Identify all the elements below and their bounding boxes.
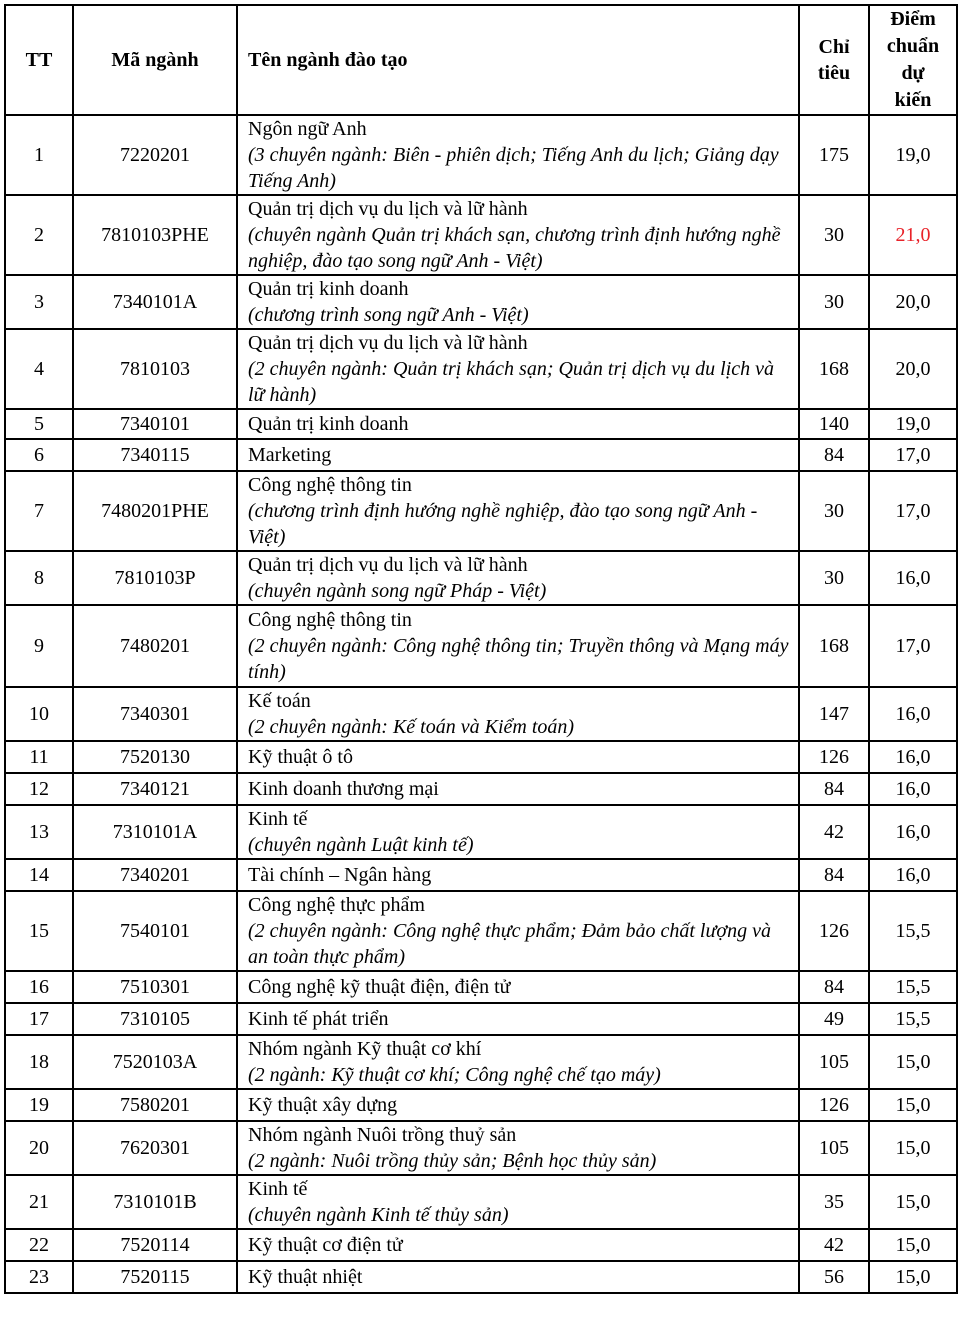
- header-score-line2: chuẩn: [886, 35, 940, 57]
- row-tt: 19: [5, 1089, 73, 1121]
- row-code: 7620301: [73, 1121, 237, 1175]
- table-row: [5, 551, 957, 605]
- row-code: 7520114: [73, 1229, 237, 1261]
- row-code: 7340301: [73, 687, 237, 741]
- admission-score-table: [4, 4, 958, 1294]
- row-score: 17,0: [869, 605, 957, 687]
- row-quota: 42: [799, 1229, 869, 1261]
- program-name: Quản trị dịch vụ du lịch và lữ hành: [248, 332, 528, 354]
- row-tt: 17: [5, 1003, 73, 1035]
- row-tt: 21: [5, 1175, 73, 1229]
- program-name: Marketing: [248, 444, 332, 466]
- row-code: 7810103P: [73, 551, 237, 605]
- row-name-cell: [237, 741, 799, 773]
- row-tt: 2: [5, 195, 73, 275]
- row-name-cell: [237, 773, 799, 805]
- program-specialization: (chuyên ngành Quản trị khách sạn, chương trình định hướng nghề nghiệp, đào tạo song ngữ Anh - Việt): [248, 224, 781, 272]
- row-code: 7340121: [73, 773, 237, 805]
- table-row: [5, 805, 957, 859]
- row-quota: 49: [799, 1003, 869, 1035]
- table-row: [5, 409, 957, 439]
- header-code: Mã ngành: [73, 5, 237, 115]
- row-code: 7310105: [73, 1003, 237, 1035]
- row-name-cell: [237, 1035, 799, 1089]
- header-quota-line2: tiêu: [817, 62, 851, 84]
- table-row: [5, 891, 957, 971]
- row-tt: 10: [5, 687, 73, 741]
- program-name: Kỹ thuật nhiệt: [248, 1266, 363, 1288]
- row-code: 7810103: [73, 329, 237, 409]
- row-score: 19,0: [869, 409, 957, 439]
- row-score: 17,0: [869, 439, 957, 471]
- table-row: [5, 859, 957, 891]
- row-name-cell: [237, 687, 799, 741]
- row-quota: 140: [799, 409, 869, 439]
- table-row: [5, 1121, 957, 1175]
- program-name: Quản trị dịch vụ du lịch và lữ hành: [248, 554, 528, 576]
- table-row: [5, 115, 957, 195]
- row-code: 7340201: [73, 859, 237, 891]
- row-quota: 126: [799, 741, 869, 773]
- program-name: Quản trị kinh doanh: [248, 413, 409, 435]
- program-name: Công nghệ thông tin: [248, 474, 412, 496]
- table-row: [5, 605, 957, 687]
- table-row: [5, 1229, 957, 1261]
- row-score: 15,0: [869, 1089, 957, 1121]
- program-name: Công nghệ thông tin: [248, 609, 412, 631]
- row-name-cell: [237, 195, 799, 275]
- program-name: Công nghệ kỹ thuật điện, điện tử: [248, 976, 511, 998]
- row-name-cell: [237, 1175, 799, 1229]
- row-score: 16,0: [869, 805, 957, 859]
- row-code: 7520103A: [73, 1035, 237, 1089]
- row-code: 7220201: [73, 115, 237, 195]
- row-tt: 20: [5, 1121, 73, 1175]
- row-name-cell: [237, 275, 799, 329]
- row-quota: 175: [799, 115, 869, 195]
- row-score: 21,0: [869, 195, 957, 275]
- row-quota: 84: [799, 773, 869, 805]
- row-code: 7310101A: [73, 805, 237, 859]
- row-quota: 30: [799, 275, 869, 329]
- table-row: [5, 1035, 957, 1089]
- row-name-cell: [237, 1121, 799, 1175]
- row-tt: 14: [5, 859, 73, 891]
- row-quota: 30: [799, 195, 869, 275]
- row-quota: 42: [799, 805, 869, 859]
- row-code: 7520130: [73, 741, 237, 773]
- row-code: 7340115: [73, 439, 237, 471]
- table-row: [5, 471, 957, 551]
- row-tt: 1: [5, 115, 73, 195]
- program-name: Kỹ thuật cơ điện tử: [248, 1234, 403, 1256]
- program-name: Kinh tế: [248, 808, 308, 830]
- row-name-cell: [237, 891, 799, 971]
- row-code: 7480201PHE: [73, 471, 237, 551]
- row-tt: 7: [5, 471, 73, 551]
- row-tt: 16: [5, 971, 73, 1003]
- row-score: 15,5: [869, 971, 957, 1003]
- row-score: 19,0: [869, 115, 957, 195]
- row-score: 15,0: [869, 1229, 957, 1261]
- program-specialization: (2 chuyên ngành: Quản trị khách sạn; Quản trị dịch vụ du lịch và lữ hành): [248, 358, 775, 406]
- program-specialization: (2 chuyên ngành: Kế toán và Kiểm toán): [248, 716, 575, 738]
- row-score: 15,5: [869, 1003, 957, 1035]
- row-quota: 30: [799, 551, 869, 605]
- program-name: Ngôn ngữ Anh: [248, 118, 367, 140]
- table-header-row: [5, 5, 957, 115]
- row-score: 15,0: [869, 1035, 957, 1089]
- program-specialization: (chuyên ngành Kinh tế thủy sản): [248, 1204, 509, 1226]
- program-name: Tài chính – Ngân hàng: [248, 864, 432, 886]
- program-name: Kỹ thuật xây dựng: [248, 1094, 398, 1116]
- program-name: Nhóm ngành Nuôi trồng thuỷ sản: [248, 1124, 517, 1146]
- header-score-line1: Điểm: [890, 8, 936, 30]
- row-score: 16,0: [869, 741, 957, 773]
- program-specialization: (chương trình song ngữ Anh - Việt): [248, 304, 529, 326]
- program-specialization: (chuyên ngành Luật kinh tế): [248, 834, 474, 856]
- row-tt: 12: [5, 773, 73, 805]
- program-specialization: (chương trình định hướng nghề nghiệp, đào tạo song ngữ Anh - Việt): [248, 500, 758, 548]
- row-name-cell: [237, 115, 799, 195]
- row-quota: 105: [799, 1035, 869, 1089]
- row-name-cell: [237, 1089, 799, 1121]
- row-name-cell: [237, 605, 799, 687]
- table-row: [5, 773, 957, 805]
- row-quota: 105: [799, 1121, 869, 1175]
- row-score: 15,5: [869, 891, 957, 971]
- row-score: 17,0: [869, 471, 957, 551]
- program-name: Kinh doanh thương mại: [248, 778, 439, 800]
- table-row: [5, 1175, 957, 1229]
- header-quota: [799, 5, 869, 115]
- row-name-cell: [237, 859, 799, 891]
- program-name: Kinh tế: [248, 1178, 308, 1200]
- table-row: [5, 687, 957, 741]
- row-code: 7810103PHE: [73, 195, 237, 275]
- row-name-cell: [237, 439, 799, 471]
- header-score-line4: kiến: [894, 89, 932, 111]
- row-quota: 168: [799, 329, 869, 409]
- program-name: Kế toán: [248, 690, 311, 712]
- row-quota: 84: [799, 971, 869, 1003]
- row-tt: 5: [5, 409, 73, 439]
- table-row: [5, 1003, 957, 1035]
- header-name: Tên ngành đào tạo: [237, 5, 799, 115]
- program-name: Quản trị dịch vụ du lịch và lữ hành: [248, 198, 528, 220]
- program-name: Nhóm ngành Kỹ thuật cơ khí: [248, 1038, 482, 1060]
- row-quota: 56: [799, 1261, 869, 1293]
- row-name-cell: [237, 1229, 799, 1261]
- header-tt: TT: [5, 5, 73, 115]
- row-code: 7310101B: [73, 1175, 237, 1229]
- table-row: [5, 195, 957, 275]
- row-name-cell: [237, 471, 799, 551]
- row-score: 16,0: [869, 551, 957, 605]
- row-code: 7510301: [73, 971, 237, 1003]
- program-name: Kinh tế phát triển: [248, 1008, 389, 1030]
- table-row: [5, 1261, 957, 1293]
- program-specialization: (3 chuyên ngành: Biên - phiên dịch; Tiếng Anh du lịch; Giảng dạy Tiếng Anh): [248, 144, 779, 192]
- program-name: Kỹ thuật ô tô: [248, 746, 353, 768]
- header-score-line3: dự: [901, 62, 925, 84]
- row-quota: 35: [799, 1175, 869, 1229]
- table-row: [5, 329, 957, 409]
- table-row: [5, 275, 957, 329]
- row-tt: 4: [5, 329, 73, 409]
- row-tt: 13: [5, 805, 73, 859]
- row-tt: 8: [5, 551, 73, 605]
- row-name-cell: [237, 805, 799, 859]
- row-tt: 22: [5, 1229, 73, 1261]
- row-name-cell: [237, 1261, 799, 1293]
- row-quota: 147: [799, 687, 869, 741]
- table-row: [5, 971, 957, 1003]
- row-code: 7540101: [73, 891, 237, 971]
- row-name-cell: [237, 409, 799, 439]
- row-score: 16,0: [869, 773, 957, 805]
- row-quota: 126: [799, 891, 869, 971]
- row-score: 20,0: [869, 329, 957, 409]
- row-tt: 11: [5, 741, 73, 773]
- row-tt: 18: [5, 1035, 73, 1089]
- row-quota: 30: [799, 471, 869, 551]
- row-name-cell: [237, 329, 799, 409]
- row-tt: 3: [5, 275, 73, 329]
- table-row: [5, 439, 957, 471]
- program-specialization: (chuyên ngành song ngữ Pháp - Việt): [248, 580, 547, 602]
- program-name: Công nghệ thực phẩm: [248, 894, 425, 916]
- row-code: 7480201: [73, 605, 237, 687]
- row-quota: 168: [799, 605, 869, 687]
- row-code: 7340101A: [73, 275, 237, 329]
- row-name-cell: [237, 971, 799, 1003]
- row-tt: 15: [5, 891, 73, 971]
- row-score: 16,0: [869, 859, 957, 891]
- table-row: [5, 1089, 957, 1121]
- program-specialization: (2 chuyên ngành: Công nghệ thông tin; Truyền thông và Mạng máy tính): [248, 635, 789, 683]
- row-tt: 23: [5, 1261, 73, 1293]
- program-name: Quản trị kinh doanh: [248, 278, 409, 300]
- row-quota: 84: [799, 439, 869, 471]
- row-code: 7520115: [73, 1261, 237, 1293]
- row-score: 15,0: [869, 1175, 957, 1229]
- row-score: 20,0: [869, 275, 957, 329]
- program-specialization: (2 chuyên ngành: Công nghệ thực phẩm; Đảm bảo chất lượng và an toàn thực phẩm): [248, 920, 771, 968]
- header-quota-line1: Chỉ: [818, 36, 850, 58]
- header-score: [869, 5, 957, 115]
- row-quota: 126: [799, 1089, 869, 1121]
- program-specialization: (2 ngành: Nuôi trồng thủy sản; Bệnh học thủy sản): [248, 1150, 657, 1172]
- row-score: 16,0: [869, 687, 957, 741]
- row-quota: 84: [799, 859, 869, 891]
- row-score: 15,0: [869, 1121, 957, 1175]
- row-tt: 9: [5, 605, 73, 687]
- program-specialization: (2 ngành: Kỹ thuật cơ khí; Công nghệ chế tạo máy): [248, 1064, 661, 1086]
- row-code: 7340101: [73, 409, 237, 439]
- row-tt: 6: [5, 439, 73, 471]
- table-body: [5, 115, 957, 1293]
- row-name-cell: [237, 551, 799, 605]
- row-name-cell: [237, 1003, 799, 1035]
- row-code: 7580201: [73, 1089, 237, 1121]
- admission-table-wrapper: [4, 4, 958, 1294]
- row-score: 15,0: [869, 1261, 957, 1293]
- table-row: [5, 741, 957, 773]
